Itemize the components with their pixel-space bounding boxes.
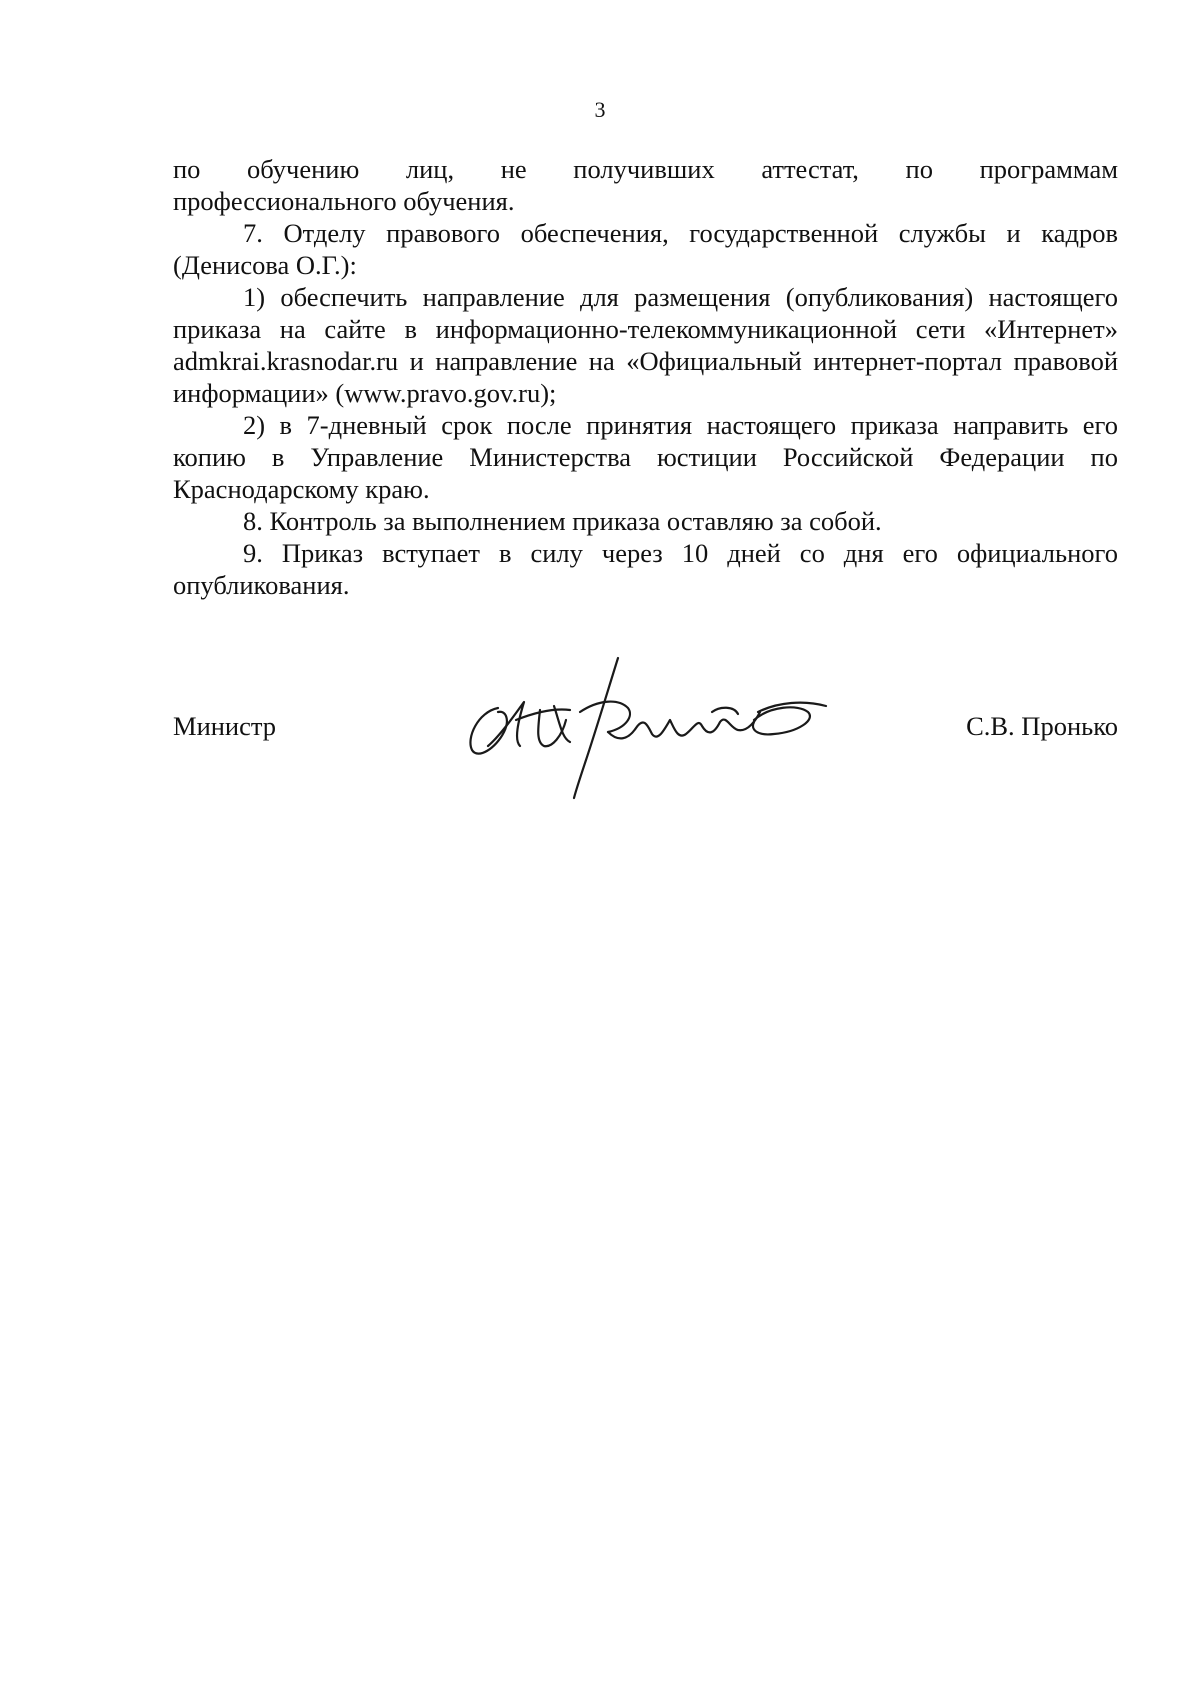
word: получивших	[573, 154, 715, 184]
page-number: 3	[594, 97, 606, 122]
paragraph-continuation	[173, 153, 1118, 217]
document-body	[173, 153, 1118, 601]
word: обучению	[247, 154, 360, 184]
paragraph-7-item-2: 2) в 7-дневный срок после принятия настоящего приказа направить его копию в Управление Министерства юстиции Российской Федерации по Краснодарскому краю.	[173, 410, 1118, 504]
word: лиц,	[405, 154, 455, 184]
word: аттестат,	[761, 154, 859, 184]
continuation-line-1	[173, 153, 1118, 185]
continuation-line-2: профессионального обучения.	[173, 186, 515, 216]
signatory-position: Министр	[173, 711, 277, 741]
paragraph-9: 9. Приказ вступает в силу через 10 дней со дня его официального опубликования.	[173, 538, 1118, 600]
word: по	[173, 154, 201, 184]
signature-block	[173, 650, 1118, 800]
paragraph-8: 8. Контроль за выполнением приказа оставляю за собой.	[243, 506, 882, 536]
word: по	[905, 154, 933, 184]
handwritten-signature	[458, 650, 848, 800]
word: программам	[979, 154, 1119, 184]
paragraph-7-item-1: 1) обеспечить направление для размещения (опубликования) настоящего приказа на сайте в информационно-телекоммуникационной сети «Интернет» admkrai.krasnodar.ru и направление на «Официальный интернет-портал правовой информации» (www.pravo.gov.ru);	[173, 282, 1118, 408]
signatory-name: С.В. Пронько	[966, 711, 1118, 741]
paragraph-7: 7. Отделу правового обеспечения, государственной службы и кадров (Денисова О.Г.):	[173, 218, 1118, 280]
word: не	[500, 154, 527, 184]
